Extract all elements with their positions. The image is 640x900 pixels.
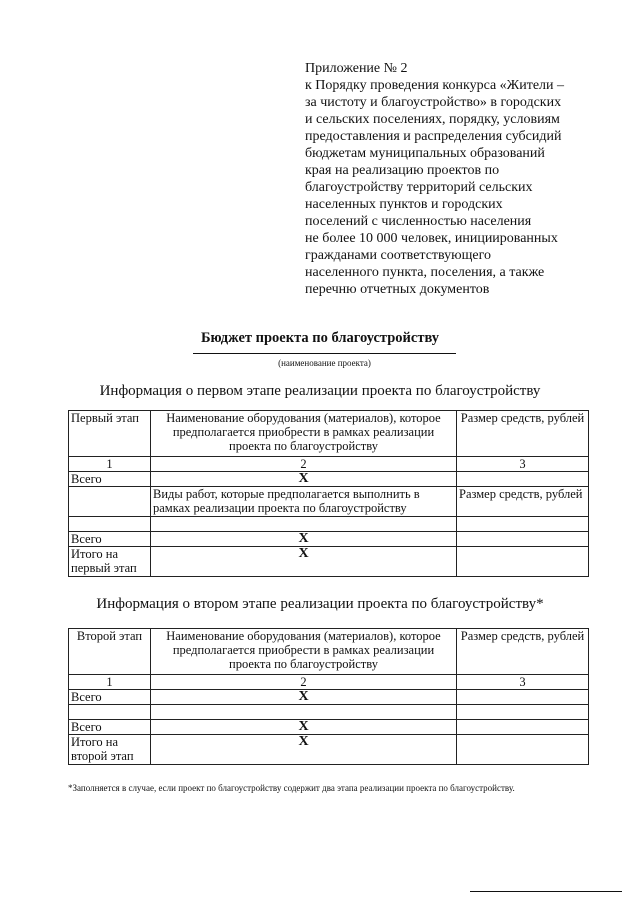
total-label: Всего xyxy=(69,532,151,547)
amount-cell[interactable] xyxy=(457,547,589,577)
column-number: 2 xyxy=(151,675,457,690)
total-label: Всего xyxy=(69,690,151,705)
amount-cell[interactable] xyxy=(457,532,589,547)
grand-total-label: Итого на первый этап xyxy=(69,547,151,577)
column-number: 1 xyxy=(69,457,151,472)
document-title: Бюджет проекта по благоустройству xyxy=(200,330,440,346)
stage2-heading: Информация о втором этапе реализации проекта по благоустройству* xyxy=(96,596,544,612)
x-mark: X xyxy=(151,532,457,547)
x-mark: X xyxy=(151,720,457,735)
appendix-line: не более 10 000 человек, инициированных xyxy=(305,231,558,246)
appendix-line: населенных пунктов и городских xyxy=(305,197,503,212)
appendix-line: поселений с численностью населения xyxy=(305,214,532,229)
appendix-line: перечню отчетных документов xyxy=(305,282,490,297)
empty-cell[interactable] xyxy=(457,517,589,532)
column-number: 1 xyxy=(69,675,151,690)
appendix-line: гражданами соответствующего xyxy=(305,248,492,263)
works-amount-header: Размер средств, рублей xyxy=(457,487,589,517)
table-row xyxy=(69,517,589,532)
x-mark: X xyxy=(151,735,457,765)
column-number: 3 xyxy=(457,457,589,472)
total-label: Всего xyxy=(69,720,151,735)
appendix-line: предоставления и распределения субсидий xyxy=(305,129,562,144)
empty-cell[interactable] xyxy=(151,705,457,720)
bottom-rule xyxy=(470,891,622,892)
stage1-table xyxy=(68,410,589,577)
appendix-line: бюджетам муниципальных образований xyxy=(305,146,545,161)
column-header-stage: Второй этап xyxy=(69,629,151,675)
table-row xyxy=(69,547,589,577)
appendix-line: края на реализацию проектов по xyxy=(305,163,500,178)
table-header-row xyxy=(69,411,589,457)
table-row xyxy=(69,532,589,547)
project-name-caption: (наименование проекта) xyxy=(278,358,371,368)
column-number: 3 xyxy=(457,675,589,690)
appendix-line: благоустройству территорий сельских xyxy=(305,180,533,195)
appendix-line: к Порядку проведения конкурса «Жители – xyxy=(305,78,565,93)
table-header-row xyxy=(69,629,589,675)
empty-cell[interactable] xyxy=(457,705,589,720)
table-number-row xyxy=(69,457,589,472)
empty-cell[interactable] xyxy=(69,705,151,720)
column-header-amount: Размер средств, рублей xyxy=(457,629,589,675)
table-row xyxy=(69,472,589,487)
amount-cell[interactable] xyxy=(457,735,589,765)
empty-cell[interactable] xyxy=(151,517,457,532)
works-header: Виды работ, которые предполагается выполнить в рамках реализации проекта по благоустройству xyxy=(151,487,457,517)
appendix-line: за чистоту и благоустройство» в городских xyxy=(305,95,562,110)
appendix-line: населенного пункта, поселения, а также xyxy=(305,265,545,280)
appendix-line: и сельских поселениях, порядку, условиям xyxy=(305,112,560,127)
column-header-equipment: Наименование оборудования (материалов), которое предполагается приобрести в рамках реализации проекта по благоустройству xyxy=(151,629,457,675)
amount-cell[interactable] xyxy=(457,720,589,735)
project-name-line xyxy=(193,353,456,354)
empty-cell[interactable] xyxy=(69,487,151,517)
stage2-table xyxy=(68,628,589,765)
footnote: *Заполняется в случае, если проект по благоустройству содержит два этапа реализации проекта по благоустройству. xyxy=(68,783,515,793)
total-label: Всего xyxy=(69,472,151,487)
amount-cell[interactable] xyxy=(457,690,589,705)
amount-cell[interactable] xyxy=(457,472,589,487)
table-row xyxy=(69,720,589,735)
stage1-heading: Информация о первом этапе реализации проекта по благоустройству xyxy=(99,383,541,399)
empty-cell[interactable] xyxy=(69,517,151,532)
appendix-header xyxy=(305,60,605,298)
column-header-stage: Первый этап xyxy=(69,411,151,457)
x-mark: X xyxy=(151,690,457,705)
appendix-line: Приложение № 2 xyxy=(305,61,408,76)
column-header-amount: Размер средств, рублей xyxy=(457,411,589,457)
grand-total-label: Итого на второй этап xyxy=(69,735,151,765)
x-mark: X xyxy=(151,547,457,577)
x-mark: X xyxy=(151,472,457,487)
table-row xyxy=(69,705,589,720)
table-row xyxy=(69,690,589,705)
table-row xyxy=(69,735,589,765)
column-header-equipment: Наименование оборудования (материалов), которое предполагается приобрести в рамках реализации проекта по благоустройству xyxy=(151,411,457,457)
table-row xyxy=(69,487,589,517)
column-number: 2 xyxy=(151,457,457,472)
table-number-row xyxy=(69,675,589,690)
